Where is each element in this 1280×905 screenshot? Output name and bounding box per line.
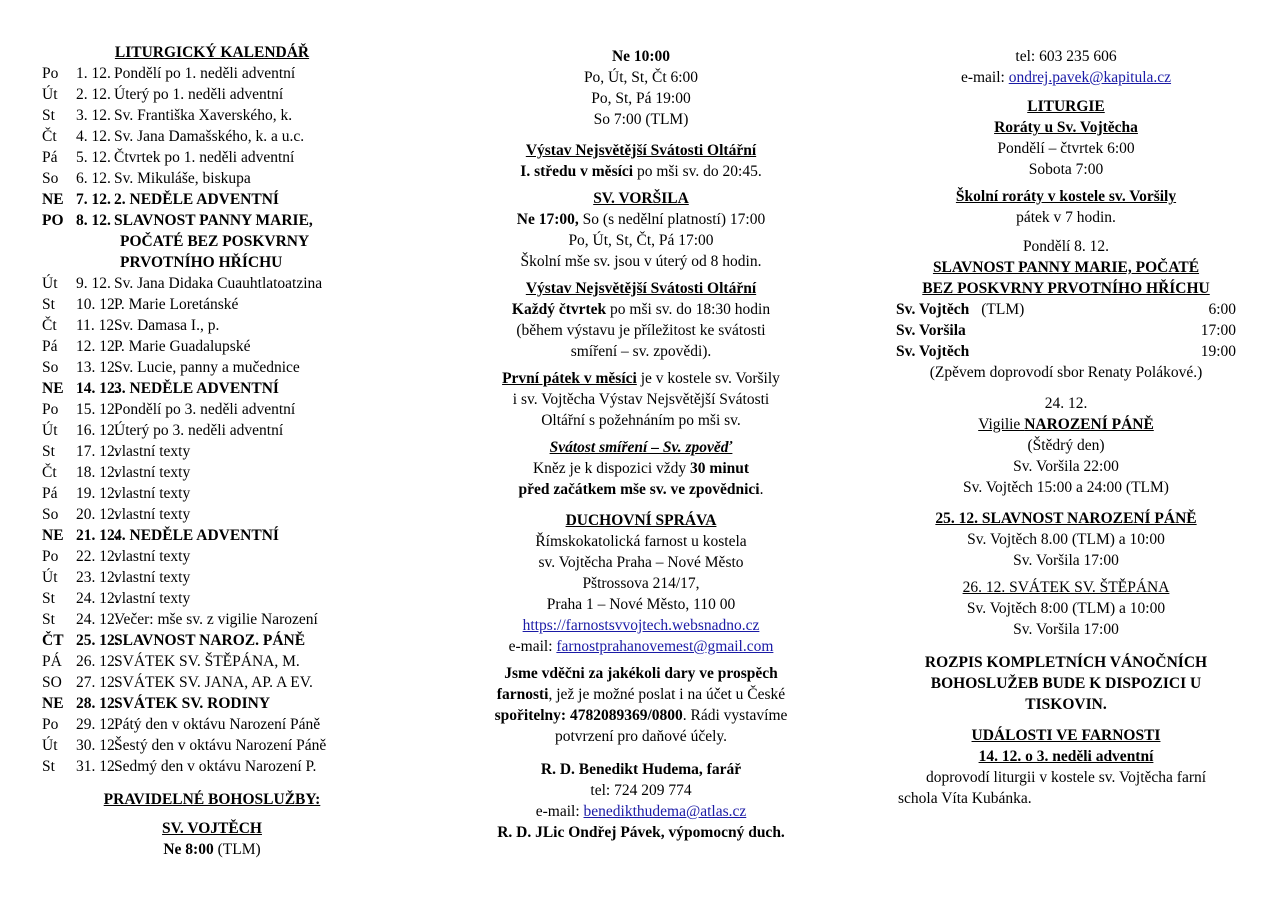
calendar-feast: Sv. Damasa I., p. xyxy=(114,317,220,334)
adoration-line: Každý čtvrtek po mši sv. do 18:30 hodin xyxy=(511,301,771,318)
adoration-heading: Výstav Nejsvětější Svátosti Oltářní xyxy=(525,142,757,159)
calendar-date: 24. 12. xyxy=(76,611,119,628)
calendar-day: So xyxy=(42,506,59,523)
first-friday-line: Oltářní s požehnáním po mši sv. xyxy=(541,412,741,429)
website-link[interactable]: https://farnostsvvojtech.websnadno.cz xyxy=(522,617,760,634)
christmas-day-line: Sv. Voršila 17:00 xyxy=(1013,552,1119,569)
calendar-date: 19. 12. xyxy=(76,485,119,502)
calendar-feast: Večer: mše sv. z vigilie Narození xyxy=(114,611,318,628)
calendar-date: 10. 12. xyxy=(76,296,119,313)
calendar-date: 26. 12. xyxy=(76,653,119,670)
calendar-feast: SVÁTEK SV. ŠTĚPÁNA, M. xyxy=(114,653,300,670)
solemnity-schedule xyxy=(896,299,1236,362)
calendar-day: NE xyxy=(42,527,64,544)
calendar-feast: SVÁTEK SV. RODINY xyxy=(114,695,271,712)
sunday-10-line: Ne 10:00 xyxy=(611,48,671,65)
church-name: Sv. Voršila xyxy=(896,322,966,339)
calendar-day: St xyxy=(42,443,55,460)
schedule-notice: BOHOSLUŽEB BUDE K DISPOZICI U xyxy=(930,675,1202,692)
calendar-day: St xyxy=(42,611,55,628)
calendar-row xyxy=(42,315,382,336)
first-friday-line: První pátek v měsíci je v kostele sv. Voršily xyxy=(502,370,780,387)
pastor-name: R. D. Benedikt Hudema, farář xyxy=(540,761,742,778)
calendar-day: So xyxy=(42,170,59,187)
address-line: sv. Vojtěcha Praha – Nové Město xyxy=(538,554,744,571)
mass-time: 17:00 xyxy=(1200,322,1236,339)
calendar-row xyxy=(42,567,382,588)
calendar-day: Út xyxy=(42,275,58,292)
calendar-day: Po xyxy=(42,716,59,733)
calendar-feast: SLAVNOST NAROZ. PÁNĚ xyxy=(114,632,306,649)
calendar-row xyxy=(42,504,382,525)
calendar-date: 6. 12. xyxy=(76,170,111,187)
calendar-day: Út xyxy=(42,86,58,103)
calendar-date: 1. 12. xyxy=(76,65,111,82)
adoration-line: I. středu v měsíci po mši sv. do 20:45. xyxy=(520,163,762,180)
adoration-line: (během výstavu je příležitost ke svátosti xyxy=(516,322,766,339)
calendar-date: 8. 12. xyxy=(76,212,111,229)
calendar-feast: SVÁTEK SV. JANA, AP. A EV. xyxy=(114,674,313,691)
schedule-line: So 7:00 (TLM) xyxy=(593,111,689,128)
calendar-feast: Sv. Jana Didaka Cuauhtlatoatzina xyxy=(114,275,323,292)
calendar-date: 3. 12. xyxy=(76,107,111,124)
calendar-date: 16. 12. xyxy=(76,422,119,439)
events-line: schola Víta Kubánka. xyxy=(898,790,1032,807)
assistant-email-link[interactable]: ondrej.pavek@kapitula.cz xyxy=(1008,69,1172,86)
calendar-row xyxy=(42,525,382,546)
address-line: Římskokatolická farnost u kostela xyxy=(535,533,747,550)
donation-line: spořitelny: 4782089369/0800. Rádi vystavíme xyxy=(494,707,788,724)
calendar-row xyxy=(42,189,382,210)
events-subheading: 14. 12. o 3. neděli adventní xyxy=(978,748,1154,765)
calendar-row xyxy=(42,609,382,630)
calendar-day: Čt xyxy=(42,464,57,481)
calendar-date: 5. 12. xyxy=(76,149,111,166)
vorsila-line: Ne 17:00, So (s nedělní platností) 17:00 xyxy=(516,211,766,228)
calendar-date: 17. 12. xyxy=(76,443,119,460)
calendar-date: 29. 12. xyxy=(76,716,119,733)
events-heading: UDÁLOSTI VE FARNOSTI xyxy=(971,727,1161,744)
calendar-day: NE xyxy=(42,695,64,712)
calendar-date: 25. 12. xyxy=(76,632,119,649)
calendar-date: 24. 12. xyxy=(76,590,119,607)
adoration-heading-2: Výstav Nejsvětější Svátosti Oltářní xyxy=(525,280,757,297)
schedule-notice: TISKOVIN. xyxy=(1025,696,1107,713)
calendar-row xyxy=(42,693,382,714)
calendar-feast: Pondělí po 3. neděli adventní xyxy=(114,401,296,418)
solemnity-row xyxy=(896,299,1236,320)
christmas-day-heading: 25. 12. SLAVNOST NAROZENÍ PÁNĚ xyxy=(935,510,1197,527)
vorsila-line: Školní mše sv. jsou v úterý od 8 hodin. xyxy=(520,253,762,270)
calendar-feast: SLAVNOST PANNY MARIE, xyxy=(114,212,313,229)
first-friday-line: i sv. Vojtěcha Výstav Nejsvětější Svátosti xyxy=(512,391,770,408)
calendar-date: 11. 12. xyxy=(76,317,119,334)
calendar-day: Pá xyxy=(42,149,58,166)
church-name: Sv. Vojtěch xyxy=(896,343,970,360)
calendar-row xyxy=(42,357,382,378)
calendar-row xyxy=(42,63,382,84)
calendar-row xyxy=(42,441,382,462)
calendar-feast: 4. NEDĚLE ADVENTNÍ xyxy=(114,527,279,544)
calendar-row xyxy=(42,126,382,147)
schedule-line: Po, St, Pá 19:00 xyxy=(591,90,691,107)
calendar-day: Pá xyxy=(42,485,58,502)
schedule-line: Po, Út, St, Čt 6:00 xyxy=(583,69,699,86)
pastor-email-link[interactable]: benedikthudema@atlas.cz xyxy=(583,803,747,820)
calendar-day: St xyxy=(42,296,55,313)
assistant-email-line: e-mail: ondrej.pavek@kapitula.cz xyxy=(960,69,1172,86)
mass-time: 6:00 xyxy=(1208,301,1236,318)
calendar-date: 18. 12. xyxy=(76,464,119,481)
calendar-feast: vlastní texty xyxy=(114,590,191,607)
calendar-row xyxy=(42,483,382,504)
assistant-priest-name: R. D. JLic Ondřej Pávek, výpomocný duch. xyxy=(497,824,785,841)
solemnity-place xyxy=(896,341,981,362)
sunday-8-line: Ne 8:00 (TLM) xyxy=(163,841,261,858)
calendar-feast: Pátý den v oktávu Narození Páně xyxy=(114,716,321,733)
liturgical-calendar-column xyxy=(42,42,382,860)
adoration-line: smíření – sv. zpovědi). xyxy=(570,343,712,360)
donation-line: farnosti, jež je možné poslat i na účet u České xyxy=(496,686,786,703)
calendar-day: Po xyxy=(42,401,59,418)
calendar-row xyxy=(42,399,382,420)
calendar-row xyxy=(42,168,382,189)
calendar-date: 12. 12. xyxy=(76,338,119,355)
calendar-feast: vlastní texty xyxy=(114,485,191,502)
calendar-date: 20. 12. xyxy=(76,506,119,523)
calendar-feast: Sedmý den v oktávu Narození P. xyxy=(114,758,317,775)
calendar-day: Pá xyxy=(42,338,58,355)
calendar-day: NE xyxy=(42,191,64,208)
email-line: e-mail: farnostprahanovemest@gmail.com xyxy=(508,638,774,655)
calendar-feast: 2. NEDĚLE ADVENTNÍ xyxy=(114,191,279,208)
address-line: Praha 1 – Nové Město, 110 00 xyxy=(546,596,736,613)
calendar-feast: 3. NEDĚLE ADVENTNÍ xyxy=(114,380,279,397)
solemnity-date: Pondělí 8. 12. xyxy=(1022,238,1110,255)
calendar-day: Út xyxy=(42,737,58,754)
calendar-row xyxy=(42,210,382,231)
rorate-line: Sobota 7:00 xyxy=(1028,161,1104,178)
calendar-heading: LITURGICKÝ KALENDÁŘ xyxy=(114,44,310,61)
vorsila-line: Po, Út, St, Čt, Pá 17:00 xyxy=(568,232,714,249)
calendar-date: 13. 12. xyxy=(76,359,119,376)
donation-line: potvrzení pro daňové účely. xyxy=(554,728,727,745)
rorate-heading: Roráty u Sv. Vojtěcha xyxy=(994,119,1138,136)
mass-note: (TLM) xyxy=(981,301,1025,318)
calendar-feast: Sv. Františka Xaverského, k. xyxy=(114,107,293,124)
calendar-row xyxy=(42,588,382,609)
calendar-day: Po xyxy=(42,65,59,82)
parish-admin-heading: DUCHOVNÍ SPRÁVA xyxy=(565,512,717,529)
christmas-eve-date: 24. 12. xyxy=(1044,395,1088,412)
calendar-day: PO xyxy=(42,212,64,229)
calendar-date: 23. 12. xyxy=(76,569,119,586)
calendar-day: NE xyxy=(42,380,64,397)
parish-email-link[interactable]: farnostprahanovemest@gmail.com xyxy=(556,638,774,655)
calendar-day: Út xyxy=(42,569,58,586)
calendar-date: 4. 12. xyxy=(76,128,111,145)
donation-line: Jsme vděčni za jakékoli dary ve prospěch xyxy=(504,665,778,682)
calendar-date: 22. 12. xyxy=(76,548,119,565)
calendar-feast: Pondělí po 1. neděli adventní xyxy=(114,65,296,82)
vigil-heading: Vigilie NAROZENÍ PÁNĚ xyxy=(978,416,1154,433)
calendar-row xyxy=(42,651,382,672)
st-stephen-line: Sv. Voršila 17:00 xyxy=(1013,621,1119,638)
calendar-row xyxy=(42,147,382,168)
calendar-row xyxy=(42,105,382,126)
solemnity-heading: SLAVNOST PANNY MARIE, POČATÉ xyxy=(932,259,1200,276)
calendar-day: Čt xyxy=(42,128,57,145)
confession-line: Kněz je k dispozici vždy 30 minut xyxy=(532,460,750,477)
mass-time: 19:00 xyxy=(1200,343,1236,360)
christmas-eve-line: Sv. Voršila 22:00 xyxy=(1013,458,1119,475)
vojtech-heading: SV. VOJTĚCH xyxy=(162,820,262,837)
rorate-line: Pondělí – čtvrtek 6:00 xyxy=(997,140,1135,157)
christmas-eve-line: Sv. Vojtěch 15:00 a 24:00 (TLM) xyxy=(963,479,1169,496)
church-name: Sv. Vojtěch xyxy=(896,301,970,318)
calendar-row xyxy=(42,630,382,651)
liturgy-heading: LITURGIE xyxy=(1027,98,1105,115)
calendar-date: 9. 12. xyxy=(76,275,111,292)
solemnity-row xyxy=(896,341,1236,362)
calendar-feast: vlastní texty xyxy=(114,506,191,523)
calendar-date: 30. 12. xyxy=(76,737,119,754)
christmas-eve-label: (Štědrý den) xyxy=(1027,437,1105,454)
school-rorate-line: pátek v 7 hodin. xyxy=(1016,209,1116,226)
calendar-list-b xyxy=(42,273,382,777)
calendar-continuation: PRVOTNÍHO HŘÍCHU xyxy=(120,254,283,271)
calendar-feast: Sv. Lucie, panny a mučednice xyxy=(114,359,300,376)
calendar-day: SO xyxy=(42,674,62,691)
solemnity-heading: BEZ POSKVRNY PRVOTNÍHO HŘÍCHU xyxy=(922,280,1210,297)
calendar-feast: P. Marie Loretánské xyxy=(114,296,239,313)
st-stephen-heading: 26. 12. SVÁTEK SV. ŠTĚPÁNA xyxy=(962,579,1170,596)
calendar-feast: vlastní texty xyxy=(114,548,191,565)
calendar-feast: vlastní texty xyxy=(114,443,191,460)
services-heading: PRAVIDELNÉ BOHOSLUŽBY: xyxy=(103,791,321,808)
st-stephen-line: Sv. Vojtěch 8:00 (TLM) a 10:00 xyxy=(966,600,1166,617)
calendar-date: 21. 12. xyxy=(76,527,119,544)
calendar-row xyxy=(42,378,382,399)
calendar-day: St xyxy=(42,758,55,775)
calendar-date: 14. 12. xyxy=(76,380,119,397)
solemnity-place xyxy=(896,299,1024,320)
calendar-row xyxy=(42,462,382,483)
calendar-row xyxy=(42,273,382,294)
calendar-day: So xyxy=(42,359,59,376)
calendar-feast: P. Marie Guadalupské xyxy=(114,338,251,355)
address-line: Pštrossova 214/17, xyxy=(582,575,700,592)
calendar-date: 27. 12. xyxy=(76,674,119,691)
pastor-email-line: e-mail: benedikthudema@atlas.cz xyxy=(535,803,747,820)
calendar-row xyxy=(42,420,382,441)
calendar-day: St xyxy=(42,590,55,607)
calendar-date: 7. 12. xyxy=(76,191,111,208)
calendar-day: Po xyxy=(42,548,59,565)
events-line: doprovodí liturgii v kostele sv. Vojtěcha farní xyxy=(925,769,1207,786)
pastor-phone: tel: 724 209 774 xyxy=(590,782,692,799)
calendar-row xyxy=(42,756,382,777)
calendar-feast: Sv. Mikuláše, biskupa xyxy=(114,170,251,187)
calendar-row xyxy=(42,546,382,567)
calendar-date: 15. 12. xyxy=(76,401,119,418)
calendar-row xyxy=(42,84,382,105)
calendar-row xyxy=(42,714,382,735)
calendar-feast: Sv. Jana Damašského, k. a u.c. xyxy=(114,128,305,145)
solemnity-row xyxy=(896,320,1236,341)
calendar-list-a xyxy=(42,63,382,231)
school-rorate-heading: Školní roráty v kostele sv. Voršily xyxy=(955,188,1177,205)
schedule-notice: ROZPIS KOMPLETNÍCH VÁNOČNÍCH xyxy=(924,654,1208,671)
calendar-feast: Šestý den v oktávu Narození Páně xyxy=(114,737,327,754)
vorsila-heading: SV. VORŠILA xyxy=(593,190,689,207)
calendar-day: ČT xyxy=(42,632,64,649)
confession-line: před začátkem mše sv. ve zpovědnici. xyxy=(518,481,764,498)
calendar-day: St xyxy=(42,107,55,124)
calendar-row xyxy=(42,294,382,315)
calendar-feast: vlastní texty xyxy=(114,569,191,586)
christmas-day-line: Sv. Vojtěch 8.00 (TLM) a 10:00 xyxy=(967,531,1165,548)
calendar-feast: Úterý po 1. neděli adventní xyxy=(114,86,284,103)
calendar-continuation: POČATÉ BEZ POSKVRNY xyxy=(120,233,310,250)
choir-note: (Zpěvem doprovodí sbor Renaty Polákové.) xyxy=(929,364,1203,381)
calendar-row xyxy=(42,735,382,756)
calendar-day: PÁ xyxy=(42,653,62,670)
calendar-date: 2. 12. xyxy=(76,86,111,103)
confession-heading: Svátost smíření – Sv. zpověď xyxy=(549,439,733,456)
calendar-feast: vlastní texty xyxy=(114,464,191,481)
calendar-day: Út xyxy=(42,422,58,439)
solemnity-place xyxy=(896,320,978,341)
calendar-feast: Úterý po 3. neděli adventní xyxy=(114,422,284,439)
calendar-feast: Čtvrtek po 1. neděli adventní xyxy=(114,149,295,166)
liturgy-column xyxy=(896,46,1236,809)
calendar-date: 28. 12. xyxy=(76,695,119,712)
calendar-day: Čt xyxy=(42,317,57,334)
assistant-phone: tel: 603 235 606 xyxy=(1015,48,1117,65)
calendar-row xyxy=(42,336,382,357)
calendar-date: 31. 12. xyxy=(76,758,119,775)
services-column xyxy=(468,46,814,843)
calendar-row xyxy=(42,672,382,693)
